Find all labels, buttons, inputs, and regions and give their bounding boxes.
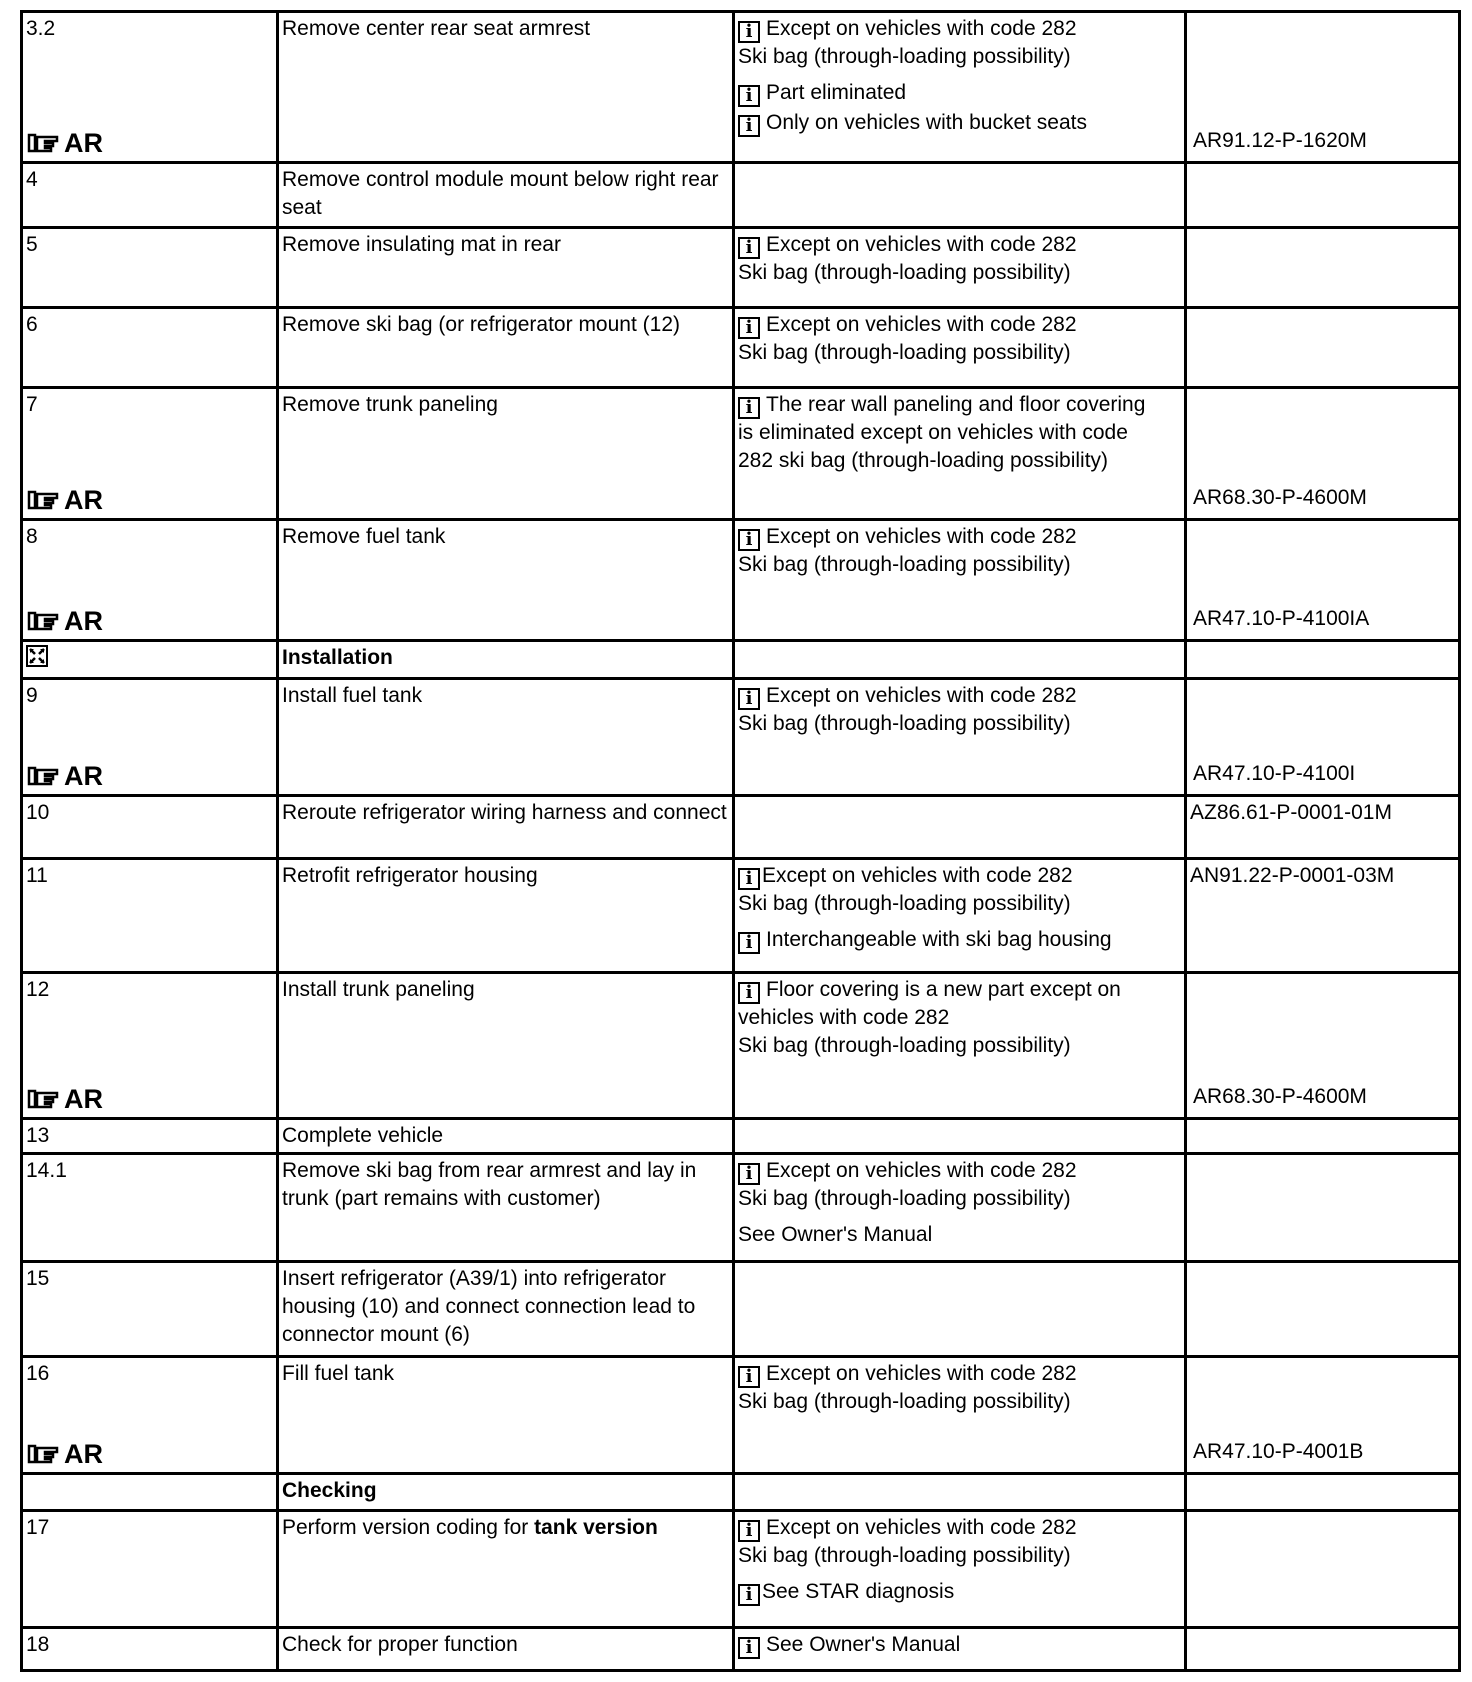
document-reference[interactable]: AR47.10-P-4001B: [1193, 1439, 1364, 1463]
task-text: Fill fuel tank: [282, 1361, 395, 1385]
table-row: [22, 308, 1460, 388]
reference-cell: [1186, 678, 1460, 795]
info-note: i Except on vehicles with code 282 Ski bag (through-loading possibility): [738, 1516, 1077, 1568]
step-number: 15: [26, 1266, 50, 1290]
document-reference[interactable]: AR68.30-P-4600M: [1193, 1084, 1367, 1108]
table-row: [22, 12, 1460, 163]
step-number: 6: [26, 313, 38, 337]
document-reference[interactable]: AR91.12-P-1620M: [1193, 129, 1367, 153]
task-text: Remove insulating mat in rear: [282, 233, 561, 257]
task-cell: [278, 1154, 734, 1262]
info-note: i Interchangeable with ski bag housing: [738, 926, 1181, 954]
step-cell: [22, 1473, 278, 1510]
info-note: i Except on vehicles with code 282 Ski bag (through-loading possibility): [738, 17, 1077, 68]
section-row: [22, 640, 1460, 678]
installation-icon: [26, 645, 48, 667]
task-text: Retrofit refrigerator housing: [282, 864, 538, 887]
step-cell: [22, 678, 278, 795]
info-note: i Floor covering is a new part except on vehicles with code 282 Ski bag (through-loading possibility): [738, 978, 1121, 1057]
step-number: 4: [26, 168, 38, 192]
note-cell: [734, 1118, 1186, 1153]
task-text: Install fuel tank: [282, 683, 423, 707]
task-text: Remove trunk paneling: [282, 393, 498, 417]
task-text: Reroute refrigerator wiring harness and connect: [282, 801, 727, 825]
info-note: i See STAR diagnosis: [738, 1578, 1181, 1606]
ar-reference-marker[interactable]: [27, 485, 103, 515]
table-row: [22, 1511, 1460, 1628]
info-icon: i: [738, 1584, 760, 1606]
step-cell: [22, 12, 278, 163]
task-text: Remove control module mount below right rear seat: [282, 168, 719, 220]
info-note: i See Owner's Manual: [738, 1631, 1181, 1659]
step-cell: [22, 163, 278, 228]
ar-label: AR: [64, 128, 103, 159]
step-number: 12: [26, 978, 50, 1001]
ar-label: AR: [64, 761, 103, 792]
step-number: 18: [26, 1633, 50, 1657]
reference-cell: [1186, 12, 1460, 163]
step-number: 7: [26, 393, 38, 417]
reference-cell: [1186, 308, 1460, 388]
task-cell: [278, 12, 734, 163]
info-note: i Part eliminated: [738, 79, 1181, 107]
task-cell: [278, 1261, 734, 1356]
step-number: 13: [26, 1123, 50, 1147]
table-row: [22, 228, 1460, 308]
pointing-hand-icon: [27, 764, 61, 788]
info-icon: i: [738, 397, 760, 419]
info-icon: i: [738, 868, 760, 890]
ar-label: AR: [64, 605, 103, 636]
info-note: i Except on vehicles with code 282 Ski bag (through-loading possibility): [738, 1361, 1077, 1413]
info-icon: i: [738, 982, 760, 1004]
ar-reference-marker[interactable]: [27, 606, 103, 636]
note-cell: [734, 1473, 1186, 1510]
pointing-hand-icon: [27, 488, 61, 512]
task-text: Complete vehicle: [282, 1123, 444, 1147]
info-icon: i: [738, 1520, 760, 1542]
pointing-hand-icon: [27, 1442, 61, 1466]
note-cell: [734, 163, 1186, 228]
ar-label: AR: [64, 1083, 103, 1114]
step-cell: [22, 520, 278, 640]
ar-label: AR: [64, 485, 103, 516]
step-cell: [22, 308, 278, 388]
task-cell: [278, 520, 734, 640]
task-cell: [278, 163, 734, 228]
note-cell: [734, 678, 1186, 795]
info-icon: i: [738, 237, 760, 259]
note-cell: [734, 228, 1186, 308]
info-icon: i: [738, 1637, 760, 1659]
step-number: 3.2: [26, 17, 56, 40]
step-number: 17: [26, 1516, 50, 1540]
step-cell: [22, 1356, 278, 1473]
step-number: 11: [26, 864, 48, 887]
task-cell: [278, 1118, 734, 1153]
ar-label: AR: [64, 1438, 103, 1469]
info-note: i Except on vehicles with code 282 Ski bag (through-loading possibility): [738, 233, 1077, 285]
pointing-hand-icon: [27, 609, 61, 633]
reference-cell: [1186, 520, 1460, 640]
procedure-table: [20, 10, 1461, 1672]
reference-cell: [1186, 1154, 1460, 1262]
section-row: [22, 1473, 1460, 1510]
info-note: i Except on vehicles with code 282 Ski bag (through-loading possibility): [738, 313, 1077, 365]
table-row: [22, 973, 1460, 1119]
info-note: i Except on vehicles with code 282 Ski bag (through-loading possibility): [738, 1159, 1077, 1211]
section-heading: Installation: [282, 645, 393, 669]
table-row: [22, 1356, 1460, 1473]
note-cell: [734, 796, 1186, 859]
note-cell: [734, 1356, 1186, 1473]
task-cell: [278, 678, 734, 795]
note-cell: [734, 520, 1186, 640]
task-cell: [278, 308, 734, 388]
step-cell: [22, 1261, 278, 1356]
step-number: 8: [26, 525, 38, 549]
info-icon: i: [738, 529, 760, 551]
step-cell: [22, 796, 278, 859]
pointing-hand-icon: [27, 131, 61, 155]
ar-reference-marker[interactable]: [27, 128, 103, 158]
table-row: [22, 388, 1460, 520]
document-reference[interactable]: AR68.30-P-4600M: [1193, 486, 1367, 510]
info-note: i Except on vehicles with code 282 Ski bag (through-loading possibility): [738, 683, 1077, 735]
reference-cell: [1186, 859, 1460, 973]
table-row: [22, 520, 1460, 640]
task-cell: [278, 973, 734, 1119]
step-cell: [22, 1511, 278, 1628]
step-cell: [22, 640, 278, 678]
section-heading: Checking: [282, 1478, 377, 1502]
step-cell: [22, 1154, 278, 1262]
note-cell: [734, 388, 1186, 520]
reference-cell: [1186, 796, 1460, 859]
task-cell: [278, 388, 734, 520]
table-row: [22, 163, 1460, 228]
note-cell: [734, 640, 1186, 678]
task-text: Check for proper function: [282, 1633, 518, 1657]
info-note: i Only on vehicles with bucket seats: [738, 109, 1181, 137]
task-cell: [278, 1473, 734, 1510]
ar-reference-marker[interactable]: [27, 761, 103, 791]
info-icon: i: [738, 317, 760, 339]
task-text: Remove fuel tank: [282, 525, 446, 549]
task-cell: [278, 228, 734, 308]
plain-note: See Owner's Manual: [738, 1223, 933, 1247]
task-text: Install trunk paneling: [282, 978, 475, 1001]
step-cell: [22, 228, 278, 308]
task-cell: [278, 1356, 734, 1473]
note-cell: [734, 1154, 1186, 1262]
document-reference[interactable]: AN91.22-P-0001-03M: [1190, 864, 1395, 887]
note-cell: [734, 308, 1186, 388]
task-cell: [278, 859, 734, 973]
reference-cell: [1186, 388, 1460, 520]
reference-cell: [1186, 163, 1460, 228]
reference-cell: [1186, 1473, 1460, 1510]
ar-reference-marker[interactable]: [27, 1439, 103, 1469]
task-text: Insert refrigerator (A39/1) into refrigerator housing (10) and connect connection lead to connector mount (6): [282, 1266, 696, 1346]
table-row: [22, 796, 1460, 859]
task-text: Remove ski bag from rear armrest and lay in trunk (part remains with customer): [282, 1159, 697, 1211]
task-text: Remove ski bag (or refrigerator mount (12): [282, 313, 680, 337]
step-number: 16: [26, 1361, 50, 1385]
reference-cell: [1186, 1356, 1460, 1473]
document-reference[interactable]: AR47.10-P-4100I: [1193, 762, 1356, 786]
table-row: [22, 1154, 1460, 1262]
info-icon: i: [738, 1366, 760, 1388]
info-note: i Except on vehicles with code 282 Ski bag (through-loading possibility): [738, 525, 1077, 577]
note-cell: [734, 973, 1186, 1119]
reference-cell: [1186, 1628, 1460, 1671]
info-icon: i: [738, 1163, 760, 1185]
table-row: [22, 859, 1460, 973]
info-note: i The rear wall paneling and floor covering is eliminated except on vehicles with code 282 ski bag (through-loading possibility): [738, 393, 1146, 473]
task-text: Perform version coding for tank version: [282, 1516, 658, 1540]
pointing-hand-icon: [27, 1087, 61, 1111]
reference-cell: [1186, 1261, 1460, 1356]
table-row: [22, 1118, 1460, 1153]
info-icon: i: [738, 115, 760, 137]
note-cell: [734, 12, 1186, 163]
step-number: 5: [26, 233, 38, 257]
ar-reference-marker[interactable]: [27, 1084, 103, 1114]
reference-cell: [1186, 640, 1460, 678]
step-number: 14.1: [26, 1159, 67, 1183]
task-cell: [278, 1511, 734, 1628]
note-cell: [734, 859, 1186, 973]
info-icon: i: [738, 932, 760, 954]
step-number: 10: [26, 801, 50, 825]
reference-cell: [1186, 973, 1460, 1119]
table-row: [22, 1628, 1460, 1671]
task-cell: [278, 796, 734, 859]
reference-cell: [1186, 1118, 1460, 1153]
info-icon: i: [738, 688, 760, 710]
step-cell: [22, 1118, 278, 1153]
step-cell: [22, 388, 278, 520]
info-icon: i: [738, 85, 760, 107]
info-note: i Except on vehicles with code 282 Ski bag (through-loading possibility): [738, 864, 1073, 915]
task-text: Remove center rear seat armrest: [282, 17, 591, 40]
table-row: [22, 678, 1460, 795]
step-number: 9: [26, 683, 38, 707]
note-cell: [734, 1261, 1186, 1356]
step-cell: [22, 973, 278, 1119]
step-cell: [22, 859, 278, 973]
task-cell: [278, 640, 734, 678]
reference-cell: [1186, 1511, 1460, 1628]
document-reference[interactable]: AR47.10-P-4100IA: [1193, 606, 1370, 630]
document-reference[interactable]: AZ86.61-P-0001-01M: [1190, 801, 1392, 825]
task-cell: [278, 1628, 734, 1671]
table-row: [22, 1261, 1460, 1356]
note-cell: [734, 1511, 1186, 1628]
reference-cell: [1186, 228, 1460, 308]
info-icon: i: [738, 21, 760, 43]
step-cell: [22, 1628, 278, 1671]
note-cell: [734, 1628, 1186, 1671]
